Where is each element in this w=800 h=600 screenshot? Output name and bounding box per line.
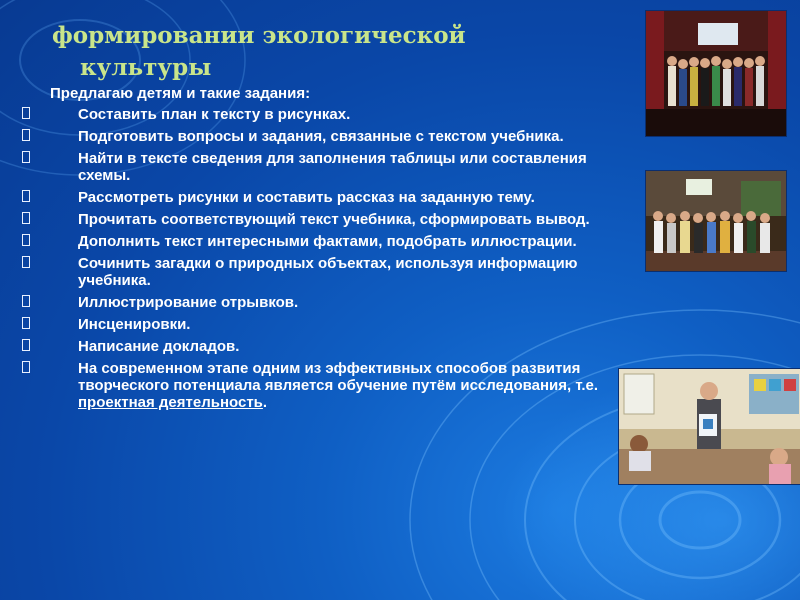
- title-line-2: культуры: [80, 54, 212, 81]
- square-outline-icon: [22, 107, 30, 119]
- square-outline-icon: [22, 295, 30, 307]
- square-outline-icon: [22, 190, 30, 202]
- project-activity-link[interactable]: проектная деятельность: [78, 394, 263, 411]
- list-item: [22, 150, 627, 184]
- square-outline-icon: [22, 361, 30, 373]
- list-item-text: На современном этапе одним из эффективных способов развития творческого потенциала является обучение путём исследования, т.е.: [78, 360, 599, 394]
- classroom-photo: [618, 368, 800, 485]
- task-list: [22, 106, 627, 416]
- list-item-text: Сочинить загадки о природных объектах, используя информацию учебника.: [78, 255, 578, 289]
- list-item: [22, 255, 627, 289]
- slide-title: [52, 20, 522, 84]
- list-item: [22, 128, 627, 145]
- list-item-end: .: [262, 394, 268, 411]
- list-item-text: Дополнить текст интересными фактами, подобрать иллюстрации.: [78, 233, 577, 250]
- square-outline-icon: [22, 234, 30, 246]
- list-item-text: Прочитать соответствующий текст учебника, сформировать вывод.: [78, 211, 590, 228]
- square-outline-icon: [22, 151, 30, 163]
- title-line-1: формировании экологической: [52, 22, 466, 49]
- list-item-text: Подготовить вопросы и задания, связанные с текстом учебника.: [78, 128, 564, 145]
- intro-text: Предлагаю детям и такие задания:: [50, 85, 311, 102]
- square-outline-icon: [22, 339, 30, 351]
- square-outline-icon: [22, 317, 30, 329]
- list-item-text: Найти в тексте сведения для заполнения таблицы или составления схемы.: [78, 150, 587, 184]
- square-outline-icon: [22, 256, 30, 268]
- list-item: [22, 233, 627, 250]
- list-item: [22, 211, 627, 228]
- list-item: [22, 338, 627, 355]
- list-item-text: Написание докладов.: [78, 338, 240, 355]
- stage-performance-photo: [645, 10, 787, 137]
- list-item-text: Иллюстрирование отрывков.: [78, 294, 299, 311]
- list-item: [22, 106, 627, 123]
- list-item: [22, 360, 627, 411]
- list-item: [22, 189, 627, 206]
- costume-group-photo: [645, 170, 787, 272]
- list-item-text: Рассмотреть рисунки и составить рассказ на заданную тему.: [78, 189, 535, 206]
- list-item-text: Составить план к тексту в рисунках.: [78, 106, 351, 123]
- square-outline-icon: [22, 212, 30, 224]
- list-item: [22, 294, 627, 311]
- list-item: [22, 316, 627, 333]
- square-outline-icon: [22, 129, 30, 141]
- list-item-text: Инсценировки.: [78, 316, 191, 333]
